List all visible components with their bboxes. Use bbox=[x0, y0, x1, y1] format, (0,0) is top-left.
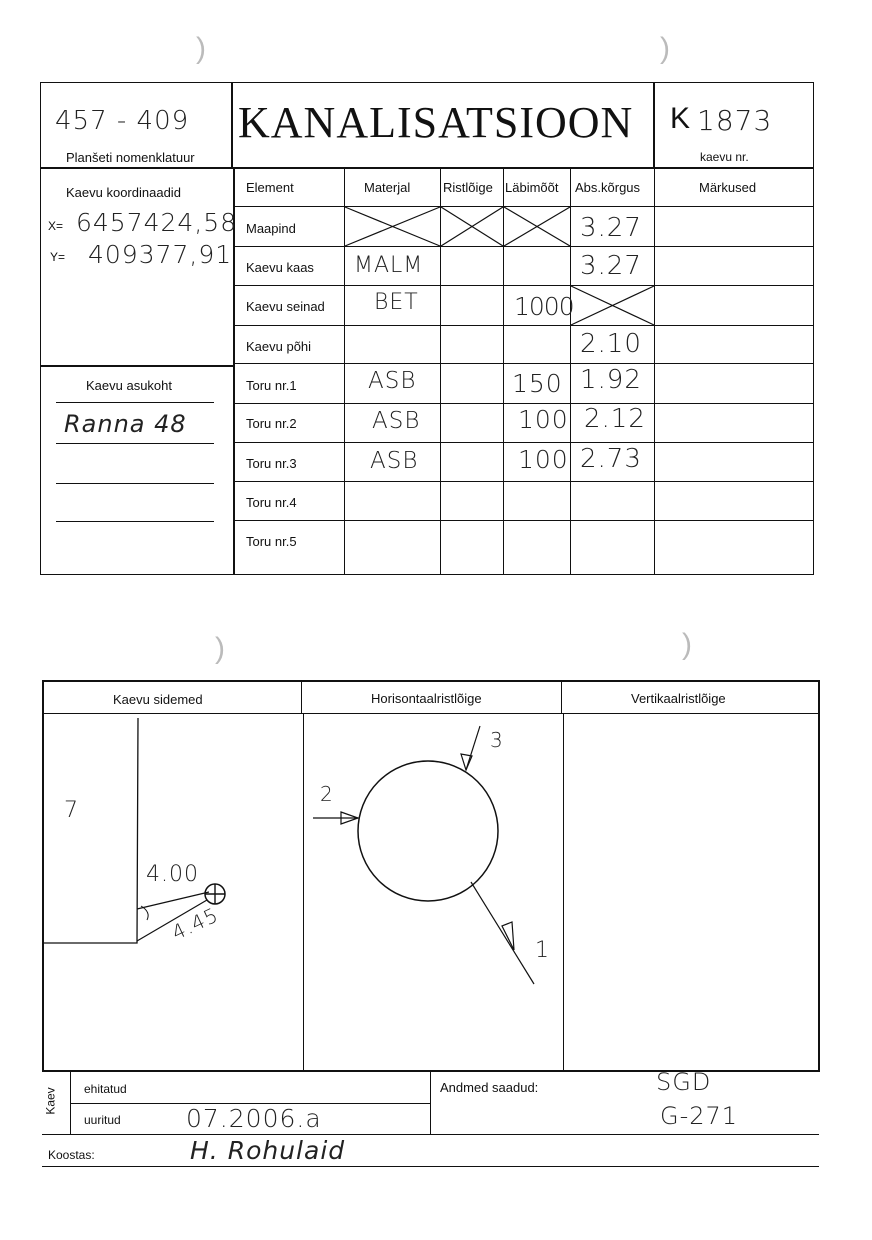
row-label: Toru nr.2 bbox=[246, 416, 297, 431]
material-value: ASB bbox=[368, 368, 417, 394]
material-value: MALM bbox=[354, 253, 424, 278]
divider bbox=[233, 325, 813, 326]
well-number-value: 1873 bbox=[697, 104, 773, 137]
column-header-element: Element bbox=[246, 180, 294, 195]
data-source-value: SGD bbox=[656, 1068, 712, 1096]
punch-hole-mark: ) bbox=[215, 632, 225, 665]
well-ties-sketch bbox=[43, 714, 301, 1070]
material-value: BET bbox=[374, 290, 419, 315]
row-label: Kaevu kaas bbox=[246, 260, 314, 275]
divider bbox=[40, 365, 234, 367]
punch-hole-mark: ) bbox=[196, 32, 206, 65]
abs-height-value: 3.27 bbox=[580, 213, 642, 243]
distance-label: 4.45 bbox=[168, 902, 223, 945]
column-header-notes: Märkused bbox=[699, 180, 757, 195]
divider bbox=[42, 1134, 819, 1135]
not-applicable-cross bbox=[504, 207, 570, 246]
row-label: Toru nr.4 bbox=[246, 495, 297, 510]
x-coordinate: 6457424,58 bbox=[76, 208, 238, 237]
abs-height-value: 2.12 bbox=[584, 404, 646, 434]
divider bbox=[231, 82, 233, 168]
column-header-material: Materjal bbox=[364, 180, 411, 195]
material-value: ASB bbox=[370, 448, 419, 474]
nomenclature-label: Planšeti nomenklatuur bbox=[66, 150, 195, 165]
row-label: Maapind bbox=[246, 221, 296, 236]
sketch-header-ties: Kaevu sidemed bbox=[113, 692, 203, 707]
data-source-label: Andmed saadud: bbox=[440, 1080, 539, 1095]
row-label: Kaevu seinad bbox=[246, 299, 325, 314]
divider bbox=[654, 168, 655, 574]
row-label: Toru nr.5 bbox=[246, 534, 297, 549]
sketch-header-vertical: Vertikaalristlõige bbox=[631, 691, 726, 706]
divider bbox=[233, 246, 813, 247]
pipe-number-label: 1 bbox=[535, 938, 550, 963]
not-applicable-cross bbox=[441, 207, 503, 246]
built-label: ehitatud bbox=[84, 1082, 127, 1096]
location-label: Kaevu asukoht bbox=[86, 378, 173, 393]
well-number-label: kaevu nr. bbox=[700, 150, 749, 164]
building-number: 7 bbox=[64, 798, 79, 823]
compiled-by-label: Koostas: bbox=[48, 1148, 95, 1162]
diameter-value: 100 bbox=[518, 445, 569, 474]
horizontal-section-sketch bbox=[303, 714, 563, 1070]
not-applicable-cross bbox=[571, 286, 654, 325]
divider bbox=[233, 442, 813, 443]
divider bbox=[653, 82, 655, 168]
sketch-header-horizontal: Horisontaalristlõige bbox=[371, 691, 482, 706]
y-coordinate: 409377,91 bbox=[88, 240, 233, 269]
surveyed-date: 07.2006.a bbox=[186, 1104, 322, 1133]
compiled-by-signature: H. Rohulaid bbox=[190, 1136, 346, 1165]
divider bbox=[42, 1166, 819, 1167]
punch-hole-mark: ) bbox=[660, 32, 670, 65]
column-header-diameter: Läbimõõt bbox=[505, 180, 559, 195]
surveyed-label: uuritud bbox=[84, 1113, 121, 1127]
divider bbox=[818, 680, 820, 1072]
column-header-section: Ristlõige bbox=[443, 180, 493, 195]
not-applicable-cross bbox=[345, 207, 440, 246]
divider bbox=[561, 680, 562, 714]
abs-height-value: 2.10 bbox=[580, 329, 642, 359]
distance-label: 4.00 bbox=[146, 862, 199, 887]
coordinates-label: Kaevu koordinaadid bbox=[66, 185, 181, 200]
location-value: Ranna 48 bbox=[64, 410, 187, 438]
divider bbox=[42, 680, 819, 682]
divider bbox=[233, 481, 813, 482]
divider bbox=[570, 168, 571, 574]
diameter-value: 1000 bbox=[514, 292, 574, 321]
well-label-vertical: Kaev bbox=[43, 1087, 58, 1115]
x-label: X= bbox=[48, 219, 64, 233]
pipe-number-label: 2 bbox=[320, 782, 334, 806]
divider bbox=[40, 167, 813, 169]
row-label: Toru nr.3 bbox=[246, 456, 297, 471]
divider bbox=[233, 285, 813, 286]
abs-height-value: 3.27 bbox=[580, 251, 642, 281]
pipe-number-label: 3 bbox=[490, 728, 504, 752]
material-value: ASB bbox=[372, 408, 421, 434]
punch-hole-mark: ) bbox=[682, 628, 692, 661]
row-label: Toru nr.1 bbox=[246, 378, 297, 393]
divider bbox=[233, 403, 813, 404]
row-label: Kaevu põhi bbox=[246, 339, 312, 354]
nomenclature-value: 457 - 409 bbox=[55, 106, 190, 136]
diameter-value: 150 bbox=[512, 369, 563, 398]
divider bbox=[56, 483, 214, 484]
well-number-prefix: K bbox=[670, 102, 691, 135]
divider bbox=[563, 714, 564, 1071]
abs-height-value: 1.92 bbox=[580, 365, 642, 395]
page-title: KANALISATSIOON bbox=[238, 98, 634, 147]
divider bbox=[233, 520, 813, 521]
diameter-value: 100 bbox=[518, 405, 569, 434]
divider bbox=[56, 402, 214, 403]
divider bbox=[56, 521, 214, 522]
divider bbox=[56, 443, 214, 444]
divider bbox=[301, 680, 302, 714]
y-label: Y= bbox=[50, 250, 66, 264]
column-header-abs-height: Abs.kõrgus bbox=[575, 180, 641, 195]
divider bbox=[233, 363, 813, 364]
data-reference-value: G-271 bbox=[660, 1102, 739, 1130]
abs-height-value: 2.73 bbox=[580, 444, 642, 474]
